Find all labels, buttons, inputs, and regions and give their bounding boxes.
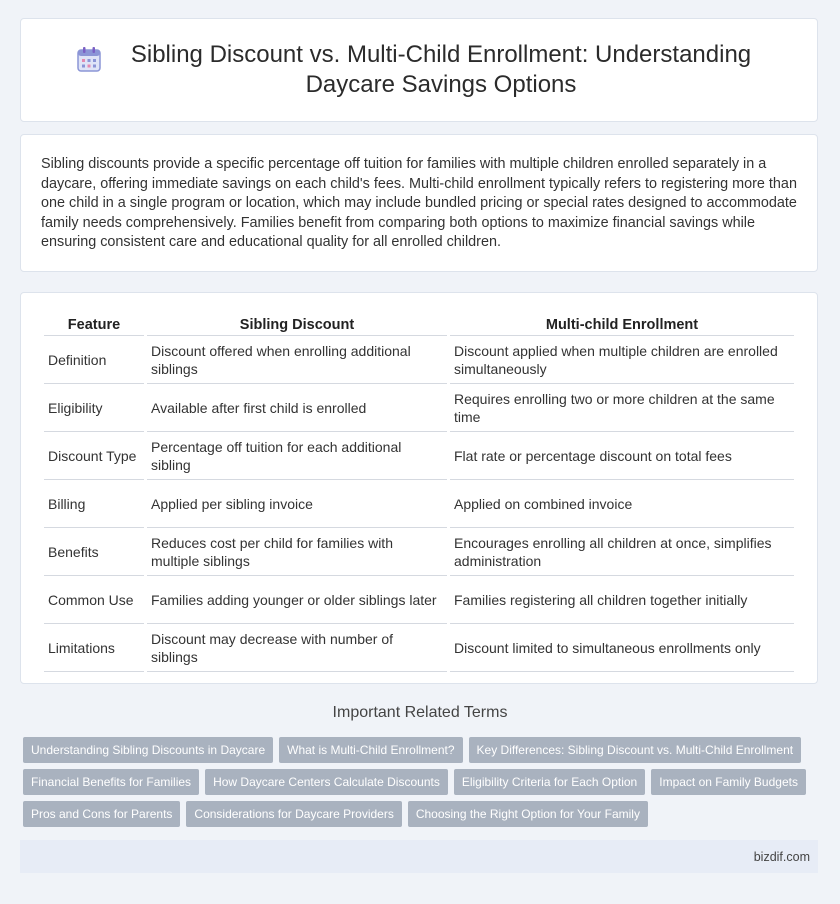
related-terms-title: Important Related Terms xyxy=(332,704,508,721)
table-row xyxy=(44,432,794,480)
header-multi-child-enrollment: Multi-child Enrollment xyxy=(450,311,794,336)
table-row xyxy=(44,480,794,528)
multi-child-cell: Discount applied when multiple children are enrolled simultaneously xyxy=(450,336,794,384)
related-term-tag[interactable]: Impact on Family Budgets xyxy=(651,769,806,795)
table-row xyxy=(44,576,794,624)
table-header-row xyxy=(44,311,794,336)
table-row xyxy=(44,336,794,384)
related-term-tag[interactable]: Eligibility Criteria for Each Option xyxy=(454,769,645,795)
multi-child-cell: Encourages enrolling all children at once, simplifies administration xyxy=(450,528,794,576)
sibling-cell: Percentage off tuition for each additional sibling xyxy=(147,432,447,480)
title-card xyxy=(20,18,818,122)
table-row xyxy=(44,624,794,672)
sibling-cell: Reduces cost per child for families with multiple siblings xyxy=(147,528,447,576)
calendar-icon xyxy=(77,46,101,72)
related-term-tag[interactable]: Pros and Cons for Parents xyxy=(23,801,180,827)
page-title: Sibling Discount vs. Multi-Child Enrollment: Understanding Daycare Savings Options xyxy=(130,41,752,98)
multi-child-cell: Families registering all children together initially xyxy=(450,576,794,624)
related-term-tag[interactable]: Financial Benefits for Families xyxy=(23,769,199,795)
title-row xyxy=(77,40,761,100)
feature-cell: Definition xyxy=(44,336,144,384)
comparison-table-card xyxy=(20,292,818,684)
feature-cell: Benefits xyxy=(44,528,144,576)
feature-cell: Eligibility xyxy=(44,384,144,432)
related-term-tag[interactable]: Understanding Sibling Discounts in Daycare xyxy=(23,737,273,763)
multi-child-cell: Applied on combined invoice xyxy=(450,480,794,528)
related-term-tag[interactable]: What is Multi-Child Enrollment? xyxy=(279,737,462,763)
related-term-tag[interactable]: Choosing the Right Option for Your Family xyxy=(408,801,648,827)
footer xyxy=(20,840,818,873)
sibling-cell: Discount offered when enrolling additional siblings xyxy=(147,336,447,384)
feature-cell: Common Use xyxy=(44,576,144,624)
footer-site-link[interactable]: bizdif.com xyxy=(753,849,810,864)
header-sibling-discount: Sibling Discount xyxy=(147,311,447,336)
related-term-tag[interactable]: Considerations for Daycare Providers xyxy=(186,801,401,827)
intro-paragraph: Sibling discounts provide a specific percentage off tuition for families with multiple children enrolled separately in a daycare, offering immediate savings on each child's fees. Multi-child enrollment typically refers to registering more than one child in a single program or location, which may include bundled pricing or special rates designed to accommodate family needs comprehensively. Families benefit from comparing both options to maximize financial savings while ensuring consistent care and educational quality for all enrolled children. xyxy=(41,156,797,251)
related-terms-list xyxy=(23,737,823,833)
related-term-tag[interactable]: Key Differences: Sibling Discount vs. Multi-Child Enrollment xyxy=(469,737,802,763)
intro-card xyxy=(20,134,818,272)
sibling-cell: Discount may decrease with number of siblings xyxy=(147,624,447,672)
table-row xyxy=(44,384,794,432)
sibling-cell: Available after first child is enrolled xyxy=(147,384,447,432)
table-row xyxy=(44,528,794,576)
comparison-table xyxy=(41,311,797,672)
feature-cell: Billing xyxy=(44,480,144,528)
sibling-cell: Applied per sibling invoice xyxy=(147,480,447,528)
header-feature: Feature xyxy=(44,311,144,336)
feature-cell: Discount Type xyxy=(44,432,144,480)
multi-child-cell: Requires enrolling two or more children at the same time xyxy=(450,384,794,432)
multi-child-cell: Flat rate or percentage discount on total fees xyxy=(450,432,794,480)
sibling-cell: Families adding younger or older siblings later xyxy=(147,576,447,624)
related-term-tag[interactable]: How Daycare Centers Calculate Discounts xyxy=(205,769,448,795)
feature-cell: Limitations xyxy=(44,624,144,672)
multi-child-cell: Discount limited to simultaneous enrollments only xyxy=(450,624,794,672)
